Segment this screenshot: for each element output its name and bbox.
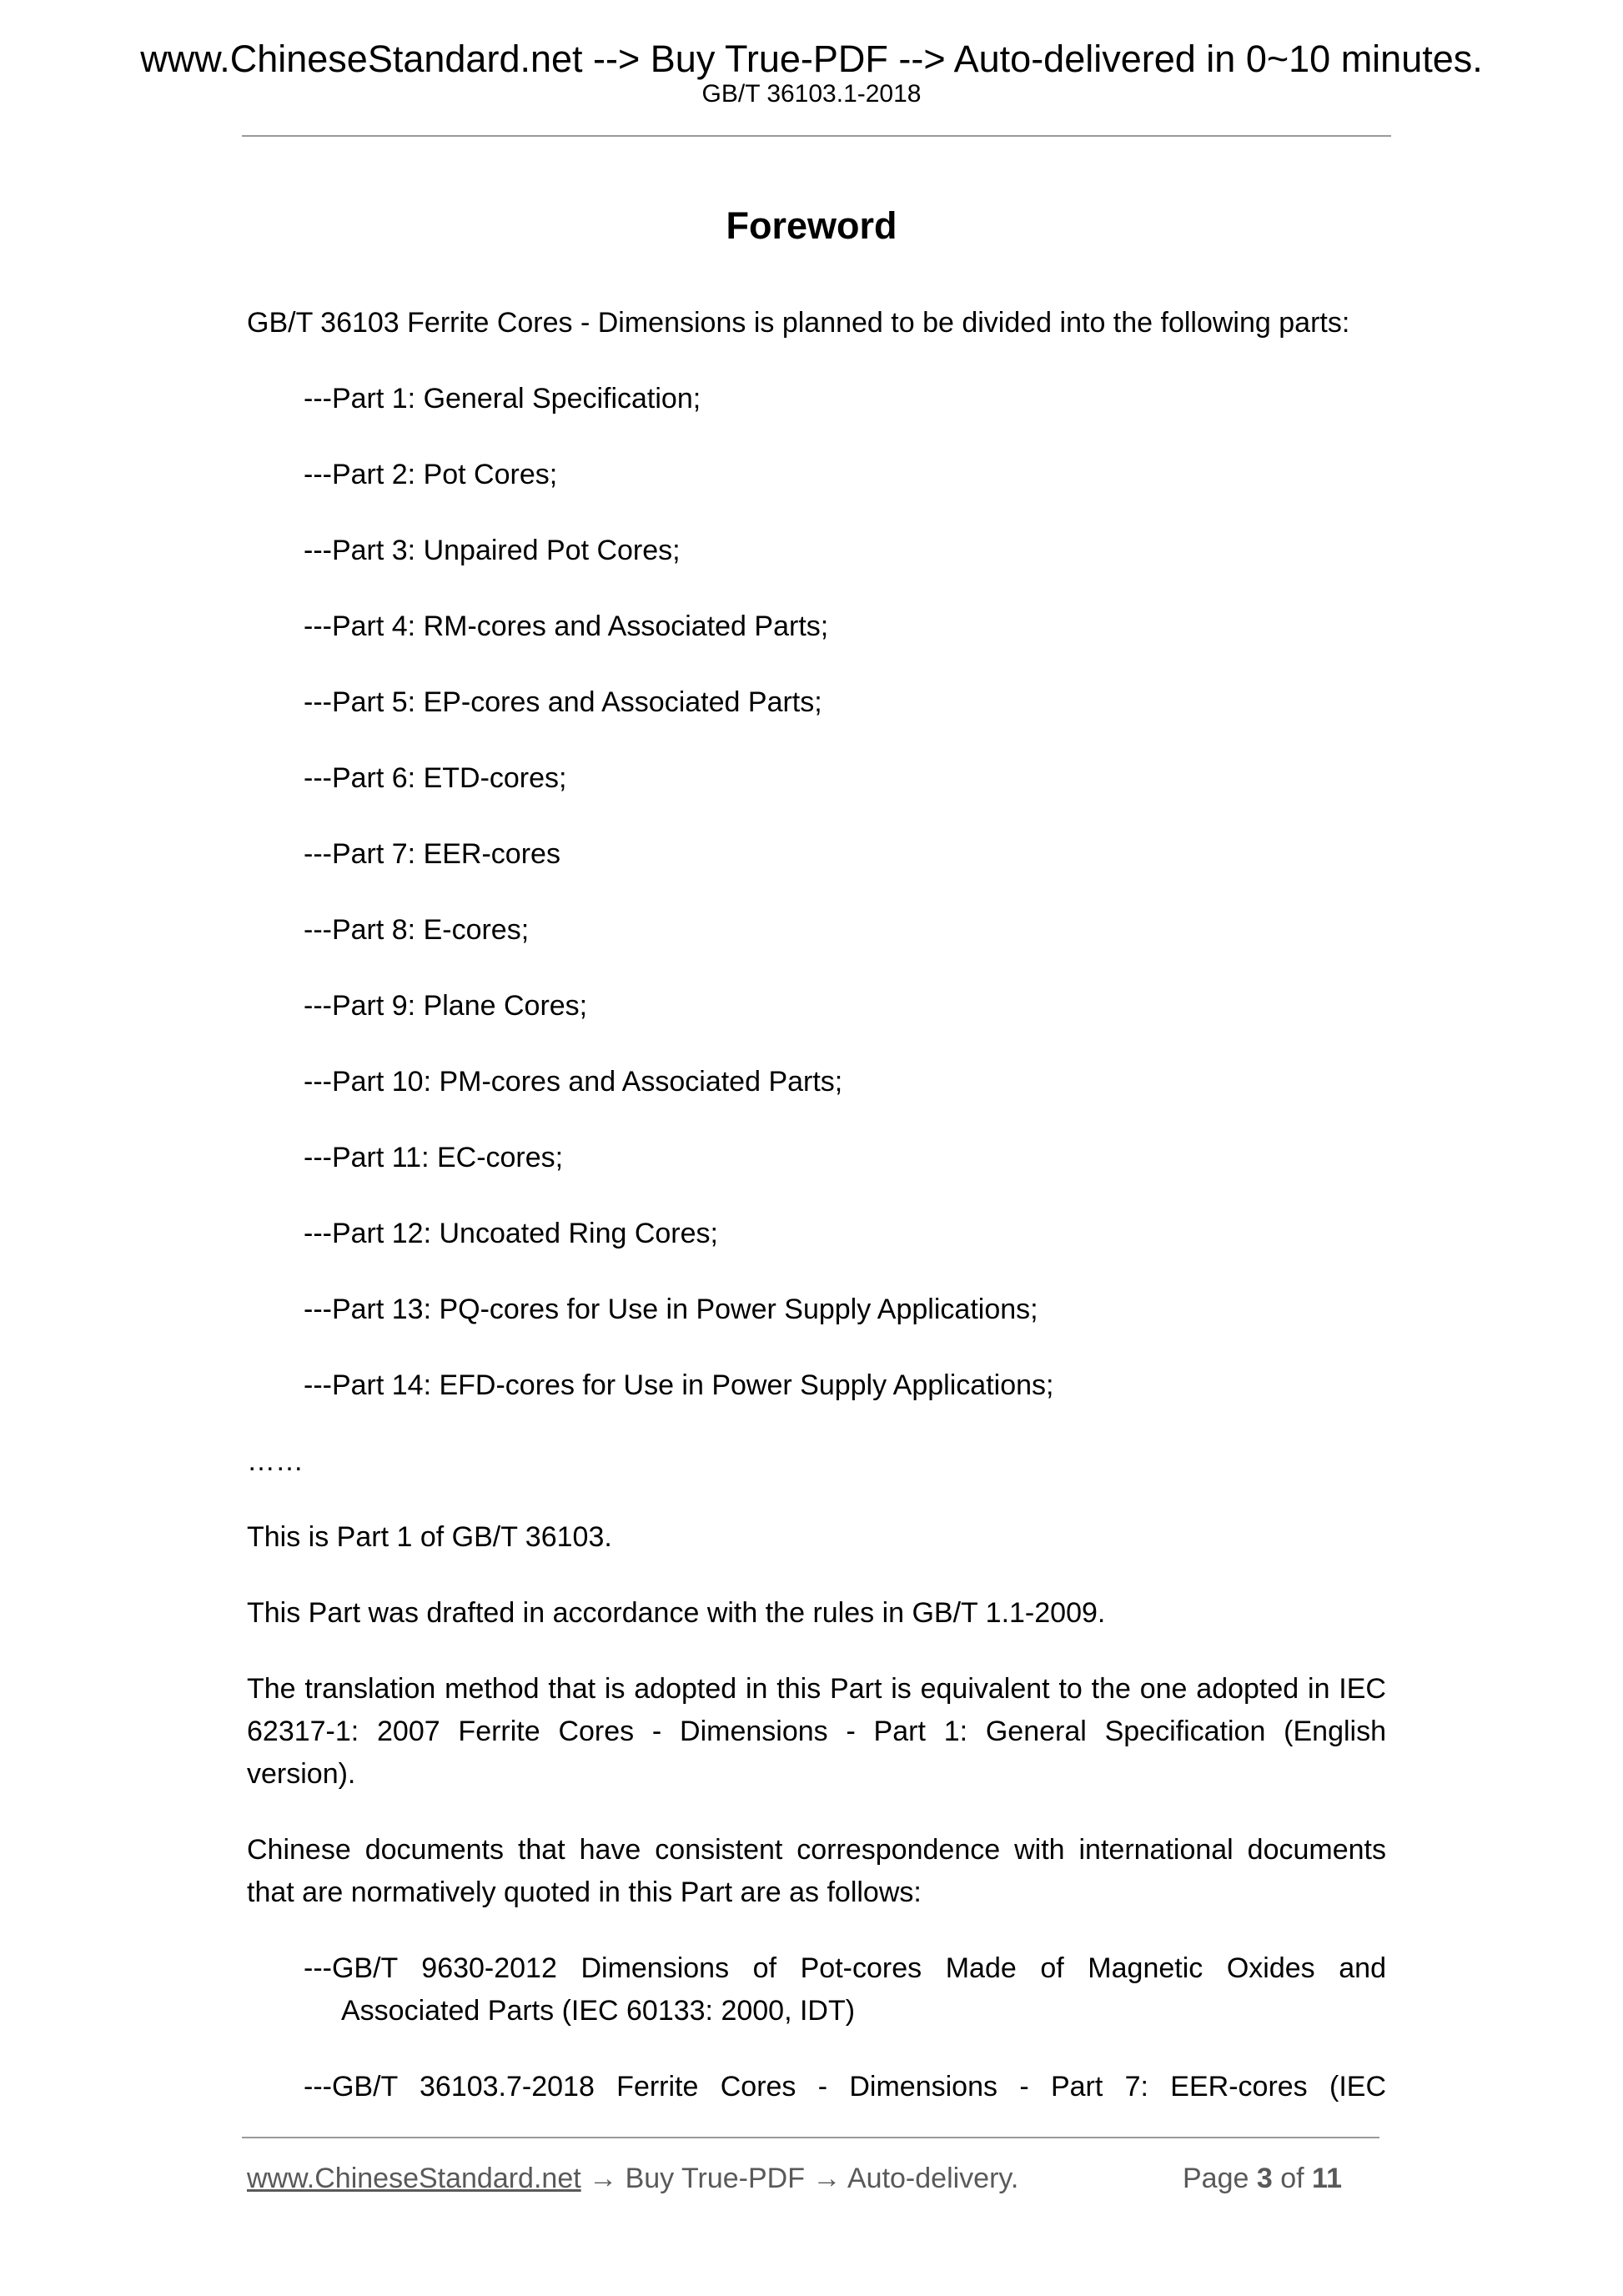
part-item: ---Part 5: EP-cores and Associated Parts; xyxy=(304,686,822,718)
header-banner: www.ChineseStandard.net --> Buy True-PDF --> Auto-delivered in 0~10 minutes. xyxy=(140,38,1483,80)
page-total: 11 xyxy=(1312,2163,1342,2194)
translation-method-paragraph: The translation method that is adopted in this Part is equivalent to the one adopted in IEC 62317-1: 2007 Ferrite Cores - Dimensions - Part 1: General Specification (English version). xyxy=(247,1673,1386,1790)
part-item: ---Part 2: Pot Cores; xyxy=(304,459,558,490)
drafting-rules-paragraph: This Part was drafted in accordance with the rules in GB/T 1.1-2009. xyxy=(247,1597,1106,1629)
part-item: ---Part 13: PQ-cores for Use in Power Supply Applications; xyxy=(304,1294,1038,1325)
of-word: of xyxy=(1280,2163,1304,2194)
part-item: ---Part 3: Unpaired Pot Cores; xyxy=(304,535,681,566)
ellipsis: …… xyxy=(247,1445,304,1477)
reference-list xyxy=(247,1947,1386,2108)
reference-item: ---GB/T 36103.7-2018 Ferrite Cores - Dimensions - Part 7: EER-cores (IEC xyxy=(304,2071,1386,2103)
part-item: ---Part 7: EER-cores xyxy=(304,838,560,870)
page-number xyxy=(1183,2158,1342,2200)
part-item: ---Part 8: E-cores; xyxy=(304,914,530,946)
parts-list xyxy=(247,378,1386,1407)
header-divider xyxy=(242,135,1391,137)
page-word: Page xyxy=(1183,2163,1249,2194)
page-current: 3 xyxy=(1256,2163,1273,2194)
reference-item: ---GB/T 9630-2012 Dimensions of Pot-cores Made of Magnetic Oxides and Associated Parts (IEC 60133: 2000, IDT) xyxy=(304,1952,1386,2027)
part-item: ---Part 11: EC-cores; xyxy=(304,1142,564,1173)
part-item: ---Part 12: Uncoated Ring Cores; xyxy=(304,1218,718,1249)
footer-site-link[interactable]: www.ChineseStandard.net xyxy=(247,2163,581,2194)
part-statement-paragraph: This is Part 1 of GB/T 36103. xyxy=(247,1521,612,1553)
part-item: ---Part 10: PM-cores and Associated Parts; xyxy=(304,1066,843,1098)
part-item: ---Part 14: EFD-cores for Use in Power Supply Applications; xyxy=(304,1369,1054,1401)
footer-tagline: → Buy True-PDF → Auto-delivery. xyxy=(580,2163,1019,2194)
footer-promo xyxy=(247,2158,1018,2200)
part-item: ---Part 9: Plane Cores; xyxy=(304,990,588,1022)
document-body xyxy=(247,302,1386,2108)
footer-divider xyxy=(242,2137,1379,2138)
part-item: ---Part 1: General Specification; xyxy=(304,383,701,414)
part-item: ---Part 4: RM-cores and Associated Parts; xyxy=(304,610,829,642)
document-code: GB/T 36103.1-2018 xyxy=(701,80,922,108)
intro-paragraph: GB/T 36103 Ferrite Cores - Dimensions is planned to be divided into the following parts: xyxy=(247,307,1350,339)
part-item: ---Part 6: ETD-cores; xyxy=(304,762,567,794)
page-title: Foreword xyxy=(726,204,897,247)
correspondence-paragraph: Chinese documents that have consistent correspondence with international documents that are normatively quoted in this Part are as follows: xyxy=(247,1834,1386,1908)
